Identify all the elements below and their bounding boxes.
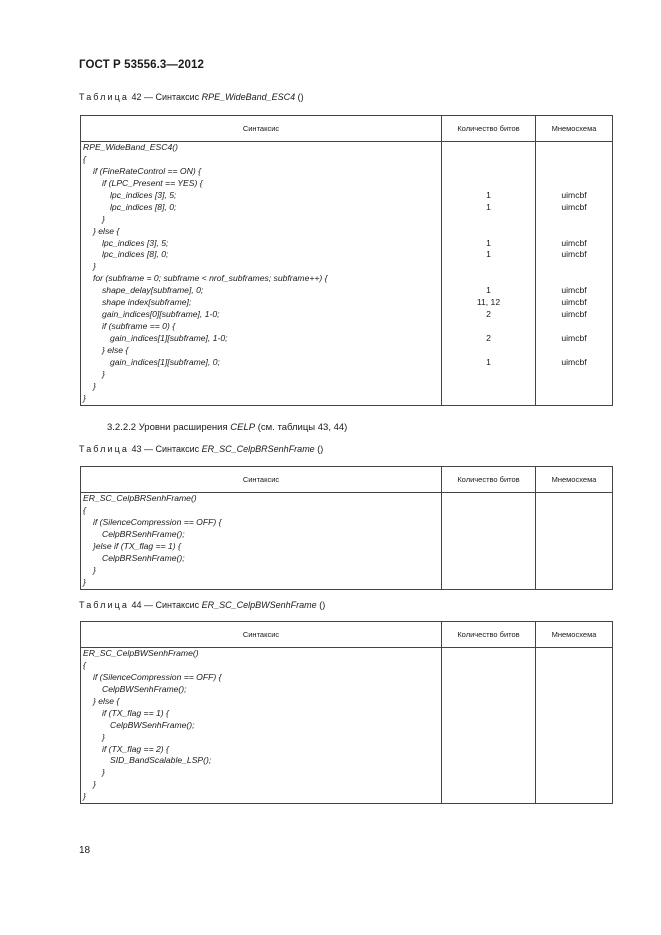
bits-value: 1 xyxy=(486,201,491,212)
table42-mnemonic-cell xyxy=(536,142,613,406)
code-line: } else { xyxy=(102,344,129,355)
bits-value xyxy=(442,178,535,190)
section-title xyxy=(107,422,347,433)
bits-value xyxy=(442,273,535,285)
mnemonic-value xyxy=(536,393,612,405)
mnemonic-value xyxy=(536,273,612,285)
table43-header-syntax: Синтаксис xyxy=(81,467,442,493)
table43-caption-name: ER_SC_CelpBRSenhFrame xyxy=(201,444,315,454)
mnemonic-value: uimcbf xyxy=(561,297,587,308)
table43-caption xyxy=(79,444,323,454)
code-line: ER_SC_CelpBRSenhFrame() xyxy=(83,493,197,503)
table43-header-mnemonic: Мнемосхема xyxy=(536,467,613,493)
mnemonic-value xyxy=(536,154,612,166)
mnemonic-value xyxy=(536,261,612,273)
code-line: if (SilenceCompression == OFF) { xyxy=(93,671,222,682)
code-line: if (TX_flag == 1) { xyxy=(102,707,169,718)
table44-caption-num: 44 — Синтаксис xyxy=(131,600,200,610)
code-line: shape_delay[subframe], 0; xyxy=(102,285,204,296)
page-number: 18 xyxy=(79,845,91,856)
table43-caption-paren: () xyxy=(317,444,324,454)
code-line: ER_SC_CelpBWSenhFrame() xyxy=(83,648,199,658)
section-title-suffix: (см. таблицы 43, 44) xyxy=(257,422,348,433)
table42-caption-name: RPE_WideBand_ESC4 xyxy=(201,92,296,102)
table43-caption-num: 43 — Синтаксис xyxy=(131,444,200,454)
code-line: if (subframe == 0) { xyxy=(102,321,176,332)
mnemonic-value xyxy=(536,214,612,226)
code-line: shape index[subframe]; xyxy=(102,297,192,308)
bits-value: 2 xyxy=(486,309,491,320)
mnemonic-value xyxy=(536,321,612,333)
bits-value: 1 xyxy=(486,356,491,367)
bits-value: 1 xyxy=(486,189,491,200)
table44-header-syntax: Синтаксис xyxy=(81,622,442,648)
code-line: if (LPC_Present == YES) { xyxy=(102,177,203,188)
bits-value xyxy=(442,393,535,405)
table43-bits-cell xyxy=(442,493,536,590)
table-44 xyxy=(80,621,613,804)
code-line: CelpBRSenhFrame(); xyxy=(102,552,185,563)
bits-value xyxy=(442,369,535,381)
mnemonic-value: uimcbf xyxy=(561,333,587,343)
code-line: lpc_indices [8], 0; xyxy=(110,201,177,212)
bits-value xyxy=(442,154,535,166)
mnemonic-value: uimcbf xyxy=(561,309,587,320)
mnemonic-value xyxy=(536,345,612,357)
table44-bits-cell xyxy=(442,648,536,804)
code-line: } xyxy=(102,368,105,379)
bits-value xyxy=(442,226,535,238)
table42-caption-paren: () xyxy=(297,92,304,102)
table43-caption-prefix: Таблица xyxy=(79,444,129,454)
code-line: CelpBRSenhFrame(); xyxy=(102,528,185,539)
code-line: } xyxy=(102,213,105,224)
bits-value xyxy=(442,214,535,226)
document-header: ГОСТ Р 53556.3—2012 xyxy=(79,59,204,71)
code-line: lpc_indices [3], 5; xyxy=(102,237,169,248)
code-line: gain_indices[1][subframe], 0; xyxy=(110,356,220,367)
bits-value: 1 xyxy=(486,285,491,296)
code-line: } xyxy=(93,261,96,272)
code-line: } xyxy=(83,576,86,587)
table42-bits-cell xyxy=(442,142,536,406)
bits-value xyxy=(442,321,535,333)
table44-caption xyxy=(79,600,325,610)
code-line: if (SilenceCompression == OFF) { xyxy=(93,516,222,527)
table42-header-mnemonic: Мнемосхема xyxy=(536,116,613,142)
code-line: } else { xyxy=(93,225,120,236)
table42-header-syntax: Синтаксис xyxy=(81,116,442,142)
code-line: } xyxy=(93,564,96,575)
table43-syntax-cell xyxy=(81,493,442,590)
table42-caption-num: 42 — Синтаксис xyxy=(131,92,200,102)
mnemonic-value: uimcbf xyxy=(561,356,587,367)
table-43 xyxy=(80,466,613,590)
table43-header-bits: Количество битов xyxy=(442,467,536,493)
mnemonic-value: uimcbf xyxy=(561,237,587,248)
code-line: { xyxy=(83,504,86,515)
mnemonic-value: uimcbf xyxy=(561,285,587,296)
mnemonic-value xyxy=(536,166,612,178)
table42-caption xyxy=(79,92,304,102)
code-line: SID_BandScalable_LSP(); xyxy=(110,755,212,766)
code-line: { xyxy=(83,153,86,164)
table-42 xyxy=(80,115,613,406)
table44-header-mnemonic: Мнемосхема xyxy=(536,622,613,648)
code-line: for (subframe = 0; subframe < nrof_subframes; subframe++) { xyxy=(93,273,328,284)
mnemonic-value xyxy=(536,178,612,190)
code-line: if (TX_flag == 2) { xyxy=(102,743,169,754)
code-line: } else { xyxy=(93,695,120,706)
table44-header-bits: Количество битов xyxy=(442,622,536,648)
code-line: lpc_indices [3], 5; xyxy=(110,189,177,200)
bits-value: 1 xyxy=(486,249,491,260)
mnemonic-value xyxy=(536,381,612,393)
code-line: gain_indices[1][subframe], 1-0; xyxy=(110,333,228,343)
mnemonic-value xyxy=(536,142,612,154)
code-line: } xyxy=(102,767,105,778)
section-title-prefix: 3.2.2.2 Уровни расширения xyxy=(107,422,228,433)
bits-value: 11, 12 xyxy=(476,297,501,308)
code-line: } xyxy=(93,779,96,790)
bits-value xyxy=(442,166,535,178)
mnemonic-value xyxy=(536,369,612,381)
bits-value xyxy=(442,142,535,154)
section-title-italic: CELP xyxy=(230,422,256,433)
bits-value: 1 xyxy=(486,237,491,248)
table44-caption-prefix: Таблица xyxy=(79,600,129,610)
code-line: }else if (TX_flag == 1) { xyxy=(93,540,181,551)
mnemonic-value xyxy=(536,226,612,238)
table42-syntax-cell xyxy=(81,142,442,406)
code-line: { xyxy=(83,659,86,670)
table42-header-bits: Количество битов xyxy=(442,116,536,142)
mnemonic-value: uimcbf xyxy=(561,189,587,200)
code-line: if (FineRateControl == ON) { xyxy=(93,165,201,176)
code-line: } xyxy=(83,791,86,802)
mnemonic-value: uimcbf xyxy=(561,249,587,260)
code-line: } xyxy=(93,380,96,391)
code-line: CelpBWSenhFrame(); xyxy=(102,683,187,694)
table43-mnemonic-cell xyxy=(536,493,613,590)
table42-caption-prefix: Таблица xyxy=(79,92,129,102)
bits-value xyxy=(442,345,535,357)
code-line: } xyxy=(102,731,105,742)
table44-syntax-cell xyxy=(81,648,442,804)
mnemonic-value: uimcbf xyxy=(561,201,587,212)
code-line: CelpBWSenhFrame(); xyxy=(110,719,195,730)
table44-caption-paren: () xyxy=(319,600,326,610)
table44-caption-name: ER_SC_CelpBWSenhFrame xyxy=(201,600,317,610)
table44-mnemonic-cell xyxy=(536,648,613,804)
bits-value: 2 xyxy=(486,333,491,343)
code-line: gain_indices[0][subframe], 1-0; xyxy=(102,309,220,320)
bits-value xyxy=(442,261,535,273)
code-line: RPE_WideBand_ESC4() xyxy=(83,142,178,152)
bits-value xyxy=(442,381,535,393)
code-line: lpc_indices [8], 0; xyxy=(102,249,169,260)
code-line: } xyxy=(83,392,86,403)
